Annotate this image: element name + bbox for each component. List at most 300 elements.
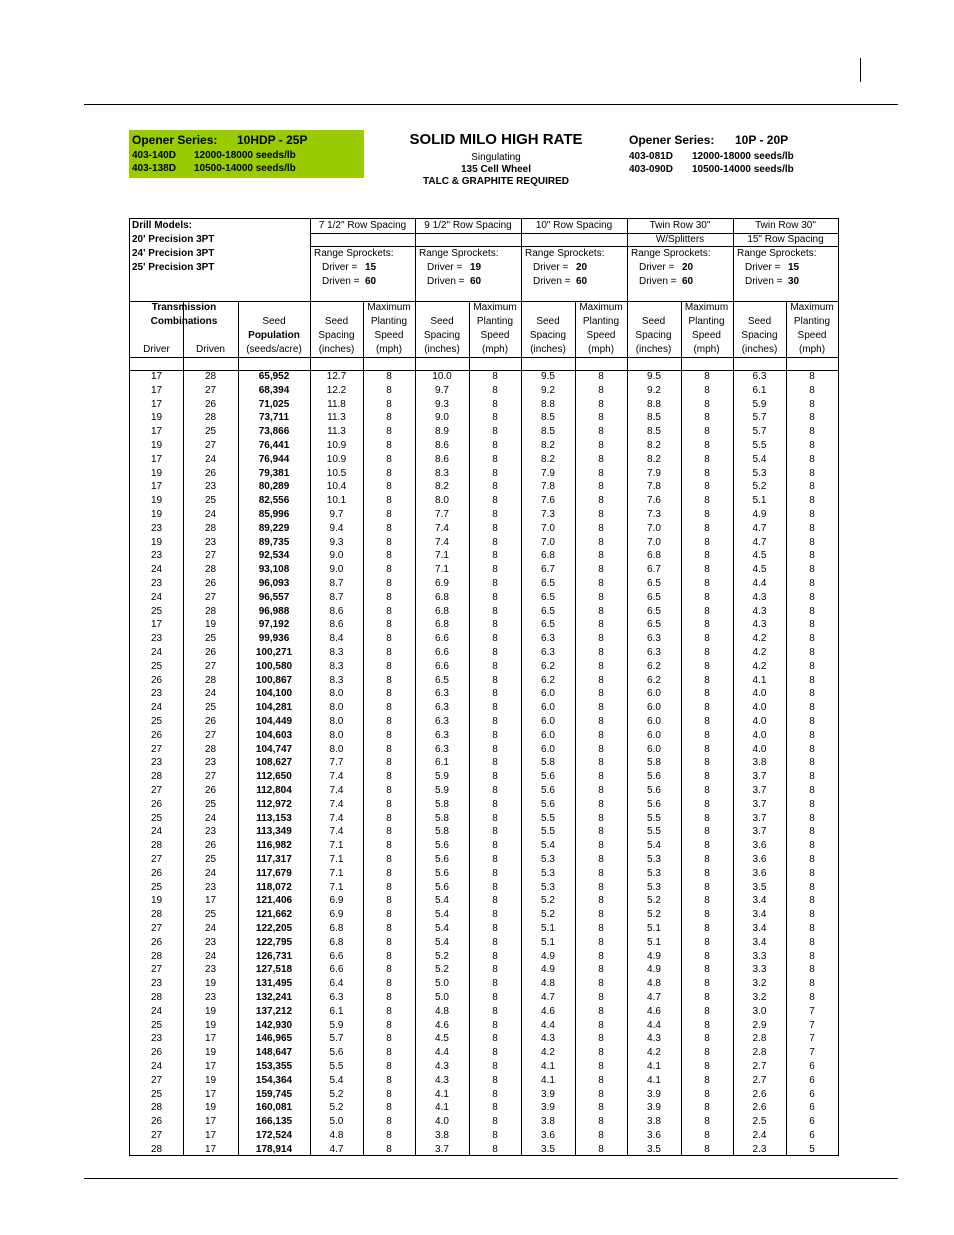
table-cell: 27 xyxy=(204,771,217,783)
table-cell: 5.2 xyxy=(329,1102,344,1114)
table-cell: 8 xyxy=(809,840,815,852)
table-cell: 159,745 xyxy=(255,1088,293,1100)
table-cell: 8 xyxy=(809,633,815,645)
table-cell: 24 xyxy=(204,812,217,824)
table-row xyxy=(130,494,840,508)
table-cell: 8 xyxy=(386,743,392,755)
table-cell: 8 xyxy=(492,1088,498,1100)
table-cell: 8 xyxy=(492,812,498,824)
table-cell: 8 xyxy=(492,495,498,507)
table-cell: 6.8 xyxy=(541,550,555,562)
table-cell: 8 xyxy=(704,1130,710,1141)
spacing-group-title: 7 1/2" Row Spacing xyxy=(318,220,407,231)
table-cell: 76,944 xyxy=(258,453,290,465)
table-cell: 6.3 xyxy=(329,992,344,1003)
table-cell: 9.3 xyxy=(329,536,344,548)
table-cell: 100,271 xyxy=(255,647,293,658)
table-cell: 8.6 xyxy=(435,440,449,451)
table-cell: 8 xyxy=(598,564,604,576)
table-cell: 8 xyxy=(598,674,604,686)
table-cell: 8 xyxy=(704,771,710,783)
table-cell: 26 xyxy=(204,467,217,479)
opener-left-label: Opener Series: xyxy=(132,133,218,147)
table-cell: 8 xyxy=(492,591,498,603)
table-cell: 28 xyxy=(150,909,163,921)
table-cell: 8 xyxy=(704,1102,710,1114)
table-cell: 28 xyxy=(204,371,217,382)
table-cell: 8 xyxy=(598,1019,604,1031)
table-cell: 5.5 xyxy=(647,812,661,824)
table-cell: 8 xyxy=(809,578,815,589)
table-cell: 8 xyxy=(598,1088,604,1100)
subtitle-talc: TALC & GRAPHITE REQUIRED xyxy=(423,176,569,187)
table-cell: 8 xyxy=(809,371,815,382)
table-cell: 8 xyxy=(598,1033,604,1045)
table-cell: 4.4 xyxy=(435,1047,449,1059)
table-cell: 153,355 xyxy=(255,1061,293,1072)
table-cell: 17 xyxy=(204,895,217,907)
header-rule xyxy=(84,104,898,105)
table-cell: 8.3 xyxy=(329,660,344,672)
table-cell: 137,212 xyxy=(255,1005,293,1017)
table-cell: 4.9 xyxy=(647,964,661,976)
table-cell: 8 xyxy=(704,1047,710,1059)
table-cell: 8 xyxy=(704,950,710,962)
table-cell: 5.0 xyxy=(435,992,449,1003)
table-cell: 4.7 xyxy=(752,536,767,548)
table-cell: 4.9 xyxy=(647,950,661,962)
table-cell: 7.7 xyxy=(329,757,344,769)
table-cell: 26 xyxy=(204,840,217,852)
table-cell: 8 xyxy=(386,426,392,438)
table-cell: 17 xyxy=(204,1088,217,1100)
table-cell: 4.9 xyxy=(541,950,555,962)
table-cell: 17 xyxy=(204,1116,217,1128)
table-cell: 5.1 xyxy=(647,936,661,948)
table-cell: 8 xyxy=(704,509,710,520)
table-cell: 3.9 xyxy=(647,1088,661,1100)
max-speed-header: Maximum xyxy=(473,302,517,313)
table-cell: 5.7 xyxy=(752,426,767,438)
table-cell: 5.2 xyxy=(435,950,449,962)
table-cell: 8 xyxy=(809,674,815,686)
table-cell: 8 xyxy=(386,495,392,507)
max-speed-header: Speed xyxy=(374,330,404,341)
table-cell: 8 xyxy=(386,798,392,810)
seed-spacing-header: Seed xyxy=(747,316,772,327)
table-cell: 8 xyxy=(386,881,392,893)
table-cell: 5.6 xyxy=(647,785,661,796)
table-cell: 7.1 xyxy=(329,881,344,893)
table-cell: 5.6 xyxy=(541,785,555,796)
table-cell: 8 xyxy=(492,840,498,852)
table-cell: 10.9 xyxy=(326,440,347,451)
table-cell: 27 xyxy=(150,1074,163,1086)
table-cell: 7.1 xyxy=(435,550,449,562)
max-speed-header: Speed xyxy=(692,330,721,341)
opener-right-desc-2: 10500-14000 seeds/lb xyxy=(692,164,794,175)
table-cell: 5.2 xyxy=(329,1088,344,1100)
table-row xyxy=(130,508,840,522)
table-cell: 8 xyxy=(704,729,710,741)
driver-sprocket-value: 15 xyxy=(365,262,377,273)
table-row xyxy=(130,1129,840,1143)
table-cell: 6.3 xyxy=(647,633,661,645)
table-cell: 8 xyxy=(704,412,710,424)
table-row xyxy=(130,674,840,688)
table-cell: 8 xyxy=(386,440,392,451)
table-cell: 68,394 xyxy=(258,384,290,396)
table-cell: 8 xyxy=(809,412,815,424)
table-cell: 8 xyxy=(598,1116,604,1128)
table-cell: 24 xyxy=(204,688,217,700)
page-title: SOLID MILO HIGH RATE xyxy=(409,131,583,148)
table-cell: 4.7 xyxy=(541,992,555,1003)
table-cell: 8 xyxy=(704,1005,710,1017)
table-cell: 8 xyxy=(704,633,710,645)
seed-spacing-header: Seed xyxy=(324,316,349,327)
table-cell: 8 xyxy=(386,785,392,796)
opener-left-part-1: 403-140D xyxy=(132,150,176,161)
table-cell: 7.7 xyxy=(435,509,449,520)
table-cell: 8.5 xyxy=(647,412,661,424)
table-cell: 8 xyxy=(386,660,392,672)
table-cell: 8 xyxy=(598,909,604,921)
table-cell: 5.6 xyxy=(435,854,449,865)
table-cell: 6.0 xyxy=(647,688,661,700)
table-cell: 3.7 xyxy=(435,1143,449,1155)
table-cell: 3.8 xyxy=(752,757,767,769)
table-cell: 8 xyxy=(386,481,392,493)
table-cell: 8 xyxy=(492,578,498,589)
table-cell: 8 xyxy=(598,509,604,520)
table-cell: 104,747 xyxy=(255,743,293,755)
table-cell: 8 xyxy=(704,1019,710,1031)
table-cell: 8 xyxy=(704,384,710,396)
table-cell: 27 xyxy=(204,591,217,603)
table-cell: 8 xyxy=(704,1143,710,1155)
driven-sprocket-value: 60 xyxy=(576,276,588,287)
table-cell: 19 xyxy=(204,1047,217,1059)
table-row xyxy=(130,701,840,715)
table-cell: 8 xyxy=(704,578,710,589)
table-cell: 8 xyxy=(386,771,392,783)
driver-sprocket-value: 20 xyxy=(576,262,588,273)
opener-right-part-2: 403-090D xyxy=(629,164,673,175)
table-cell: 8 xyxy=(704,812,710,824)
seed-spacing-header: Seed xyxy=(536,316,560,327)
table-cell: 6.1 xyxy=(329,1005,344,1017)
table-cell: 8.7 xyxy=(329,591,344,603)
table-cell: 8.0 xyxy=(329,702,344,714)
table-cell: 3.4 xyxy=(752,923,767,934)
table-cell: 11.3 xyxy=(327,426,346,438)
table-cell: 8 xyxy=(598,647,604,658)
table-cell: 8 xyxy=(598,536,604,548)
table-cell: 9.5 xyxy=(541,371,555,382)
table-cell: 3.3 xyxy=(752,950,767,962)
table-cell: 7.4 xyxy=(329,812,344,824)
table-cell: 4.8 xyxy=(541,978,555,990)
table-cell: 100,580 xyxy=(255,660,293,672)
table-cell: 65,952 xyxy=(258,371,290,382)
table-cell: 8.2 xyxy=(435,481,449,493)
table-cell: 76,441 xyxy=(258,440,290,451)
table-cell: 113,349 xyxy=(256,826,292,838)
table-cell: 27 xyxy=(150,1130,163,1141)
table-row xyxy=(130,467,840,481)
table-cell: 8 xyxy=(492,867,498,879)
table-cell: 8 xyxy=(704,522,710,534)
table-cell: 24 xyxy=(204,453,217,465)
range-sprockets-label: Range Sprockets: xyxy=(314,248,394,259)
table-cell: 3.6 xyxy=(647,1130,661,1141)
table-cell: 118,072 xyxy=(256,881,292,893)
table-cell: 19 xyxy=(204,619,217,631)
table-cell: 8 xyxy=(704,467,710,479)
table-cell: 7.3 xyxy=(647,509,661,520)
table-cell: 28 xyxy=(150,771,163,783)
driven-label: Driven = xyxy=(639,276,677,287)
table-cell: 24 xyxy=(204,923,217,934)
table-cell: 8.7 xyxy=(329,578,344,589)
table-cell: 8 xyxy=(809,923,815,934)
table-cell: 8 xyxy=(598,481,604,493)
table-cell: 6.3 xyxy=(541,633,555,645)
table-cell: 5.4 xyxy=(435,936,449,948)
table-cell: 5.2 xyxy=(647,909,661,921)
table-cell: 4.3 xyxy=(435,1074,449,1086)
table-cell: 25 xyxy=(150,660,163,672)
table-cell: 8 xyxy=(492,481,498,493)
table-cell: 8 xyxy=(386,716,392,727)
table-cell: 17 xyxy=(150,371,163,382)
table-cell: 4.7 xyxy=(329,1143,344,1155)
table-cell: 3.5 xyxy=(541,1143,555,1155)
table-cell: 25 xyxy=(204,854,217,865)
table-cell: 5.8 xyxy=(435,812,449,824)
table-cell: 8 xyxy=(809,550,815,562)
table-row xyxy=(130,480,840,494)
table-cell: 6.6 xyxy=(329,964,344,976)
table-cell: 19 xyxy=(204,1019,217,1031)
table-cell: 17 xyxy=(204,1130,217,1141)
max-speed-header: Maximum xyxy=(579,302,623,313)
table-cell: 27 xyxy=(204,384,217,396)
max-speed-header: Planting xyxy=(370,316,408,327)
table-cell: 19 xyxy=(204,1074,217,1086)
table-cell: 104,100 xyxy=(255,688,293,700)
table-cell: 8.3 xyxy=(329,647,344,658)
table-cell: 3.9 xyxy=(541,1102,555,1114)
table-cell: 8.5 xyxy=(647,426,661,438)
table-cell: 4.3 xyxy=(647,1033,661,1045)
table-cell: 80,289 xyxy=(258,481,290,493)
table-cell: 121,406 xyxy=(255,895,293,907)
table-cell: 8 xyxy=(492,412,498,424)
table-cell: 5.0 xyxy=(329,1116,344,1128)
table-cell: 23 xyxy=(150,688,163,700)
table-cell: 6 xyxy=(809,1088,815,1100)
table-row xyxy=(130,1060,840,1074)
table-cell: 9.0 xyxy=(435,412,449,424)
table-cell: 8 xyxy=(492,674,498,686)
table-cell: 8 xyxy=(598,729,604,741)
table-row xyxy=(130,1143,840,1157)
table-cell: 8 xyxy=(492,964,498,976)
table-cell: 4.0 xyxy=(752,688,767,700)
table-cell: 7.4 xyxy=(329,798,344,810)
table-cell: 25 xyxy=(150,605,163,617)
table-cell: 8 xyxy=(704,453,710,465)
table-cell: 23 xyxy=(204,826,217,838)
table-cell: 8 xyxy=(809,384,815,396)
table-cell: 25 xyxy=(204,909,217,921)
opener-right-series: 10P - 20P xyxy=(735,133,789,147)
table-cell: 8 xyxy=(598,605,604,617)
table-cell: 5.1 xyxy=(752,495,767,507)
table-cell: 5.5 xyxy=(752,440,767,451)
table-cell: 5.5 xyxy=(541,812,555,824)
table-cell: 8 xyxy=(598,660,604,672)
table-cell: 19 xyxy=(150,895,163,907)
table-cell: 8 xyxy=(492,1033,498,1045)
table-cell: 6 xyxy=(809,1102,815,1114)
max-speed-header: Planting xyxy=(582,316,620,327)
table-cell: 28 xyxy=(150,840,163,852)
table-cell: 8 xyxy=(704,702,710,714)
table-cell: 26 xyxy=(150,1047,163,1059)
table-cell: 8 xyxy=(598,743,604,755)
table-cell: 5.9 xyxy=(435,771,449,783)
seed-spacing-header: (inches) xyxy=(530,344,566,355)
max-speed-header: (mph) xyxy=(481,344,509,355)
table-cell: 3.3 xyxy=(752,964,767,976)
table-cell: 23 xyxy=(204,757,217,769)
table-cell: 8 xyxy=(704,1033,710,1045)
table-cell: 3.6 xyxy=(752,840,767,852)
table-cell: 17 xyxy=(204,1061,217,1072)
table-cell: 24 xyxy=(204,950,217,962)
table-cell: 5.1 xyxy=(541,936,555,948)
table-cell: 8 xyxy=(704,978,710,990)
table-row xyxy=(130,798,840,812)
max-speed-header: Speed xyxy=(586,330,616,341)
table-cell: 8 xyxy=(598,785,604,796)
table-cell: 4.6 xyxy=(435,1019,449,1031)
spacing-group-subtitle: 15" Row Spacing xyxy=(747,234,824,245)
table-cell: 8 xyxy=(492,1047,498,1059)
table-cell: 3.7 xyxy=(752,785,767,796)
table-cell: 5.5 xyxy=(647,826,661,838)
spacing-group-title: Twin Row 30" xyxy=(649,220,711,231)
table-cell: 4.0 xyxy=(752,716,767,727)
table-cell: 8 xyxy=(386,619,392,631)
table-cell: 104,449 xyxy=(255,716,293,727)
table-cell: 8 xyxy=(598,1005,604,1017)
table-cell: 9.0 xyxy=(329,550,344,562)
max-speed-header: (mph) xyxy=(798,344,826,355)
transmission-header: Transmission xyxy=(151,302,217,313)
table-cell: 108,627 xyxy=(255,757,293,769)
table-cell: 8 xyxy=(704,826,710,838)
table-cell: 6.0 xyxy=(647,729,661,741)
seed-spacing-header: Seed xyxy=(641,316,666,327)
table-row xyxy=(130,853,840,867)
table-cell: 3.9 xyxy=(647,1102,661,1114)
table-cell: 8 xyxy=(386,509,392,520)
table-cell: 8 xyxy=(386,467,392,479)
max-speed-header: Planting xyxy=(793,316,831,327)
table-cell: 8 xyxy=(492,854,498,865)
table-cell: 8 xyxy=(492,950,498,962)
table-cell: 17 xyxy=(150,398,163,410)
table-row xyxy=(130,646,840,660)
table-cell: 7 xyxy=(809,1005,815,1017)
table-cell: 6.8 xyxy=(435,605,449,617)
table-cell: 8 xyxy=(704,936,710,948)
table-cell: 8 xyxy=(704,867,710,879)
table-cell: 8 xyxy=(809,881,815,893)
table-cell: 8 xyxy=(492,895,498,907)
table-cell: 8 xyxy=(598,798,604,810)
table-cell: 8 xyxy=(386,605,392,617)
driver-label: Driver = xyxy=(322,262,358,273)
table-cell: 23 xyxy=(204,536,217,548)
table-cell: 8 xyxy=(386,909,392,921)
table-cell: 9.4 xyxy=(329,522,344,534)
table-cell: 6.0 xyxy=(541,688,555,700)
table-cell: 6.0 xyxy=(541,743,555,755)
table-cell: 8 xyxy=(492,660,498,672)
table-cell: 8.0 xyxy=(329,743,344,755)
table-cell: 23 xyxy=(204,481,217,493)
table-cell: 25 xyxy=(204,426,217,438)
table-cell: 25 xyxy=(150,1019,163,1031)
table-cell: 8 xyxy=(386,412,392,424)
driver-label: Driver = xyxy=(533,262,569,273)
driven-label: Driven = xyxy=(745,276,783,287)
max-speed-header: Maximum xyxy=(790,302,834,313)
table-cell: 4.5 xyxy=(752,550,767,562)
seed-spacing-header: Spacing xyxy=(741,330,778,341)
table-cell: 2.3 xyxy=(752,1143,767,1155)
table-cell: 8 xyxy=(704,495,710,507)
table-cell: 96,093 xyxy=(258,578,290,589)
table-cell: 6.9 xyxy=(329,909,344,921)
table-cell: 27 xyxy=(204,440,217,451)
table-cell: 19 xyxy=(204,1102,217,1114)
table-cell: 5.5 xyxy=(541,826,555,838)
table-cell: 8 xyxy=(704,909,710,921)
table-cell: 126,731 xyxy=(255,950,293,962)
table-row xyxy=(130,536,840,550)
table-cell: 3.8 xyxy=(435,1130,449,1141)
table-cell: 6.8 xyxy=(435,591,449,603)
drill-models-title: Drill Models: xyxy=(132,220,193,231)
driver-label: Driver = xyxy=(745,262,781,273)
table-cell: 3.8 xyxy=(541,1116,555,1128)
table-cell: 6.5 xyxy=(647,591,661,603)
table-cell: 8 xyxy=(598,633,604,645)
driver-sprocket-value: 15 xyxy=(788,262,800,273)
table-cell: 8 xyxy=(386,688,392,700)
table-cell: 24 xyxy=(150,591,163,603)
table-cell: 6.0 xyxy=(541,702,555,714)
table-cell: 8 xyxy=(386,384,392,396)
table-row xyxy=(130,453,840,467)
table-cell: 8 xyxy=(598,881,604,893)
